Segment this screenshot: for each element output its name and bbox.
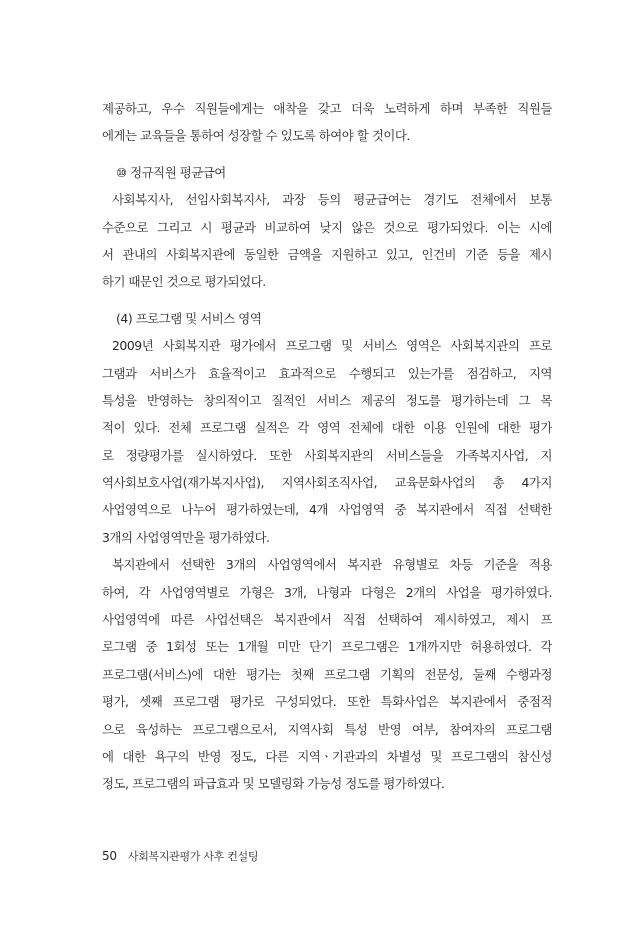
body-line: 적이 있다. 전체 프로그램 실적은 각 영역 전체에 대한 이용 인원에 대한 평가 <box>102 420 552 436</box>
subsection-heading: ⑩ 정규직원 평균급여 <box>116 164 226 180</box>
body-line: 복지관에서 선택한 3개의 사업영역에서 복지관 유형별로 차등 기준을 적용 <box>112 557 552 573</box>
page-number: 50 <box>102 849 117 863</box>
body-line: 2009년 사회복지관 평가에서 프로그램 및 서비스 영역은 사회복지관의 프로 <box>112 338 552 354</box>
body-line: 수준으로 그리고 시 평균과 비교하여 낮지 않은 것으로 평가되었다. 이는 시에 <box>102 219 552 235</box>
body-line: 사업영역으로 나누어 평가하였는데, 4개 사업영역 중 복지관에서 직접 선택한 <box>102 502 552 518</box>
body-line: 정도, 프로그램의 파급효과 및 모델링화 가능성 정도를 평가하였다. <box>102 776 445 792</box>
body-line: 그램과 서비스가 효율적이고 효과적으로 수행되고 있는가를 점검하고, 지역 <box>102 365 552 381</box>
section-heading: (4) 프로그램 및 서비스 영역 <box>116 310 262 326</box>
page-footer <box>102 848 258 864</box>
body-line: 3개의 사업영역만을 평가하였다. <box>102 529 270 545</box>
body-line: 하기 때문인 것으로 평가되었다. <box>102 274 266 290</box>
body-line: 서 관내의 사회복지관에 동일한 금액을 지원하고 있고, 인건비 기준 등을 제시 <box>102 246 552 262</box>
body-line: 에게는 교육들을 통하여 성장할 수 있도록 하여야 할 것이다. <box>102 128 410 144</box>
body-line: 특성을 반영하는 창의적이고 질적인 서비스 제공의 정도를 평가하는데 그 목 <box>102 392 552 408</box>
body-line: 사업영역에 따른 사업선택은 복지관에서 직접 선택하여 제시하였고, 제시 프 <box>102 612 552 628</box>
body-line: 로그램 중 1회성 또는 1개월 미만 단기 프로그램은 1개까지만 허용하였다. 각 <box>102 639 552 655</box>
body-line: 하여, 각 사업영역별로 가형은 3개, 나형과 다형은 2개의 사업을 평가하였다. <box>102 584 552 600</box>
body-line: 에 대한 욕구의 반영 정도, 다른 지역ㆍ기관과의 차별성 및 프로그램의 참신성 <box>102 748 552 764</box>
body-line: 제공하고, 우수 직원들에게는 애착을 갖고 더욱 노력하게 하며 부족한 직원들 <box>102 101 552 116</box>
body-text <box>102 95 552 798</box>
body-line: 으로 육성하는 프로그램으로서, 지역사회 특성 반영 여부, 참여자의 프로그램 <box>102 721 552 737</box>
body-line: 평가, 셋째 프로그램 평가로 구성되었다. 또한 특화사업은 복지관에서 중점적 <box>102 694 552 710</box>
body-line: 역사회보호사업(재가복지사업), 지역사회조직사업, 교육문화사업의 총 4가지 <box>102 475 552 491</box>
body-line: 로 정량평가를 실시하였다. 또한 사회복지관의 서비스들을 가족복지사업, 지 <box>102 447 552 463</box>
running-title: 사회복지관평가 사후 컨설팅 <box>127 850 259 863</box>
body-line: 프로그램(서비스)에 대한 평가는 첫째 프로그램 기획의 전문성, 둘째 수행과정 <box>102 666 552 682</box>
body-line: 사회복지사, 선임사회복지사, 과장 등의 평균급여는 경기도 전체에서 보통 <box>112 192 552 208</box>
